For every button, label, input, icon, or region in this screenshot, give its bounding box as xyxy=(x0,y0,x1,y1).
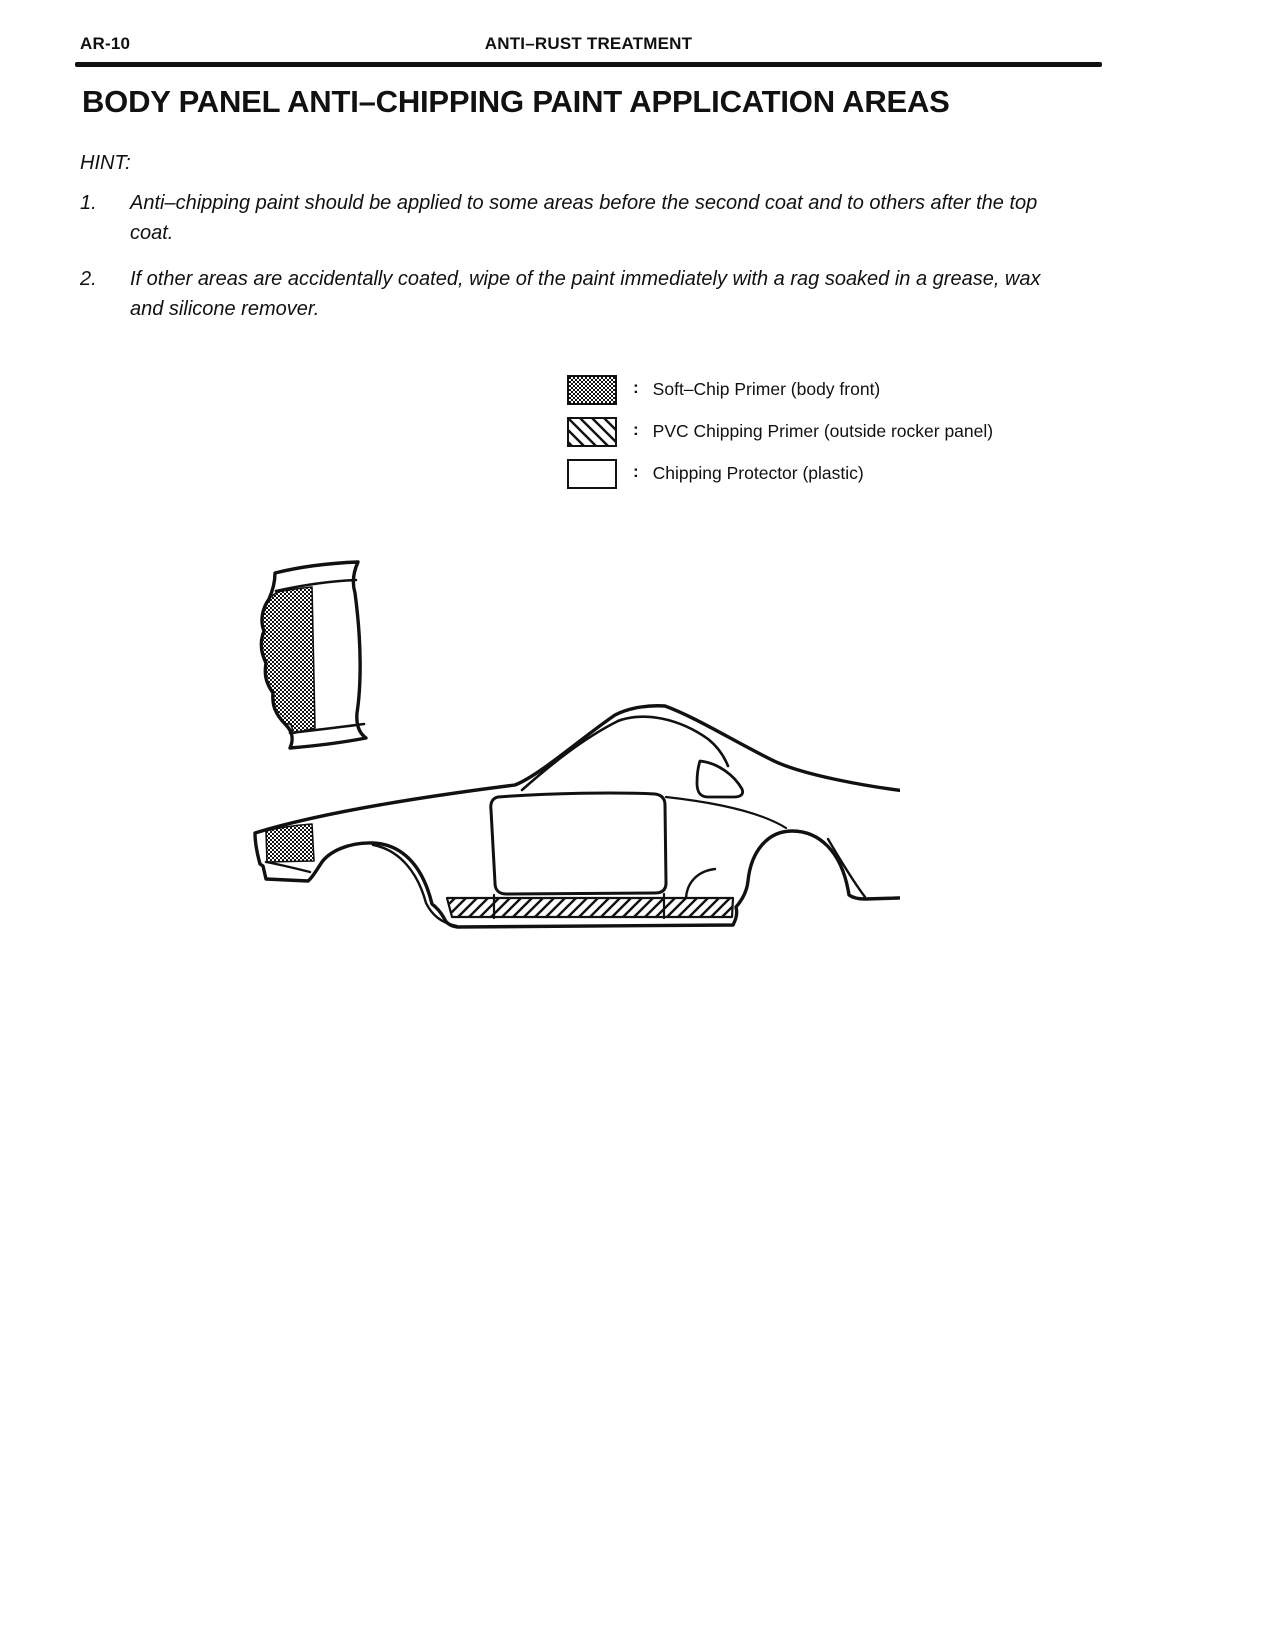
page-title: BODY PANEL ANTI–CHIPPING PAINT APPLICATION AREAS xyxy=(82,84,950,119)
dots-pattern-swatch xyxy=(567,375,617,405)
legend-separator: : xyxy=(633,377,639,397)
car-body-diagram xyxy=(70,535,900,947)
hint-item-2 xyxy=(80,264,1090,324)
hint-block xyxy=(80,148,1090,340)
hint-item-1 xyxy=(80,188,1090,248)
legend-row-pvc xyxy=(567,416,993,447)
hint-item-text: If other areas are accidentally coated, wipe of the paint immediately with a rag soaked in a grease, wax and silicone remover. xyxy=(130,268,1041,320)
legend-label: PVC Chipping Primer (outside rocker panel) xyxy=(652,421,994,441)
legend-separator: : xyxy=(633,419,639,439)
legend-label: Soft–Chip Primer (body front) xyxy=(652,379,881,399)
rocker-pvc-area xyxy=(447,898,733,917)
legend-label: Chipping Protector (plastic) xyxy=(652,463,864,483)
front-panel-piece xyxy=(261,562,366,748)
legend-separator: : xyxy=(633,461,639,481)
front-panel-softchip-area xyxy=(261,587,315,734)
legend xyxy=(567,374,993,500)
hint-item-number: 2. xyxy=(80,268,97,290)
front-panel-top-band xyxy=(276,580,356,591)
plain-swatch xyxy=(567,459,617,489)
header-rule xyxy=(75,62,1102,67)
section-title: ANTI–RUST TREATMENT xyxy=(484,34,693,53)
legend-row-protector xyxy=(567,458,993,489)
page-code: AR-10 xyxy=(80,34,131,53)
legend-row-softchip xyxy=(567,374,993,405)
hint-label: HINT: xyxy=(80,152,131,174)
hint-item-number: 1. xyxy=(80,192,97,214)
diagonal-hatch-swatch xyxy=(567,417,617,447)
nose-softchip-area xyxy=(266,824,314,862)
hint-item-text: Anti–chipping paint should be applied to some areas before the second coat and to others after the top coat. xyxy=(130,192,1038,244)
